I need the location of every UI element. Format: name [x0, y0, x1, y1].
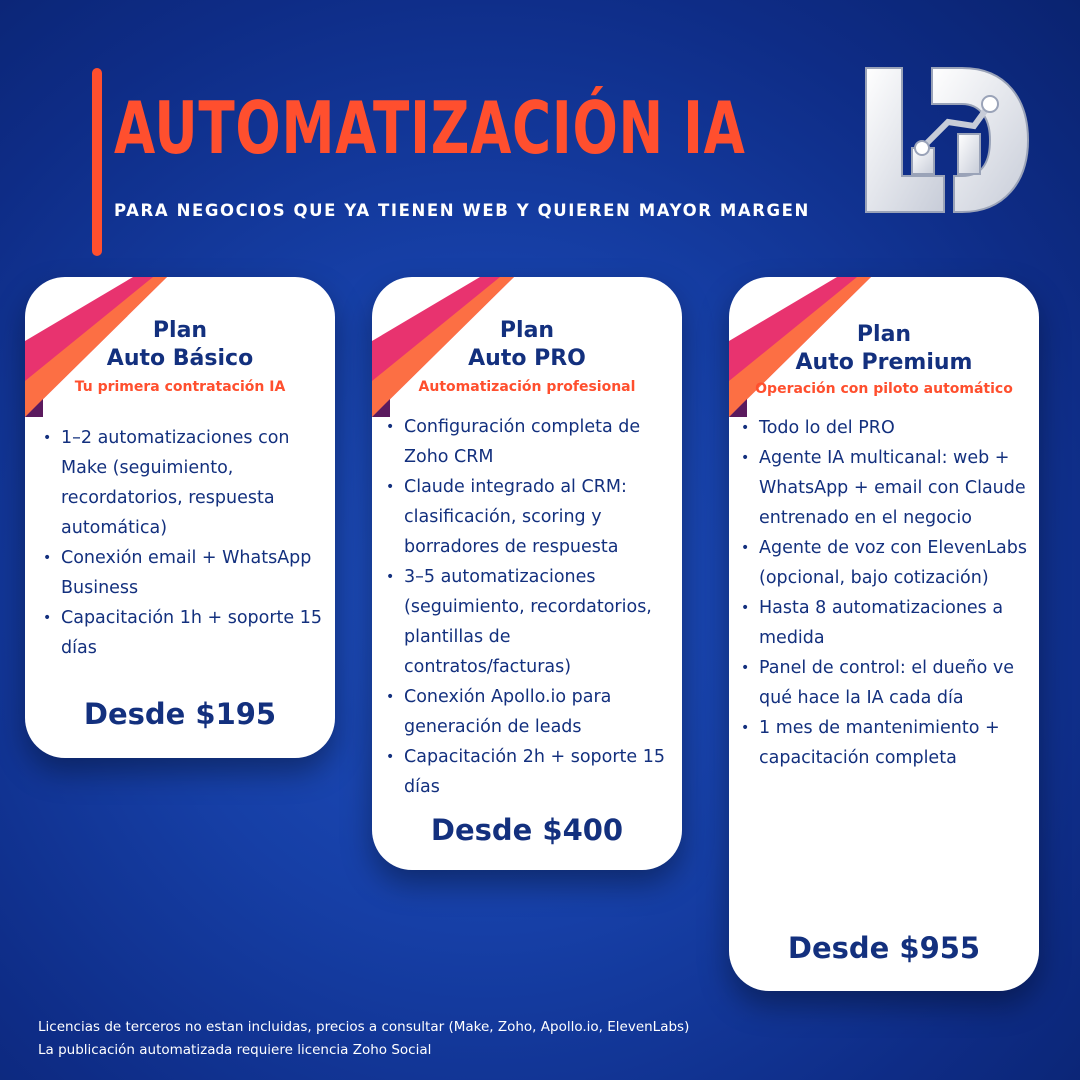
list-item: • Conexión Apollo.io para generación de leads: [384, 682, 678, 742]
list-item: • 1 mes de mantenimiento + capacitación completa: [739, 713, 1035, 773]
list-item: • Panel de control: el dueño ve qué hace la IA cada día: [739, 653, 1035, 713]
list-item: • 3–5 automatizaciones (seguimiento, recordatorios, plantillas de contratos/facturas): [384, 562, 678, 682]
footer-note-licencias: Licencias de terceros no estan incluidas, precios a consultar (Make, Zoho, Apollo.io, ElevenLabs): [38, 1019, 690, 1035]
plan-price: Desde $955: [787, 931, 981, 965]
page-subtitle: PARA NEGOCIOS QUE YA TIENEN WEB Y QUIEREN MAYOR MARGEN: [114, 201, 810, 220]
list-item: • Capacitación 2h + soporte 15 días: [384, 742, 678, 802]
feature-list: [41, 423, 331, 663]
plan-tagline: Automatización profesional: [418, 379, 636, 395]
page-title: AUTOMATIZACIÓN IA: [114, 86, 746, 170]
plan-card-premium: [729, 277, 1039, 991]
plan-card-basico: [25, 277, 335, 758]
plan-price: Desde $400: [430, 813, 624, 847]
feature-list: [739, 413, 1035, 773]
list-item: • 1–2 automatizaciones con Make (seguimiento, recordatorios, respuesta automática): [41, 423, 331, 543]
list-item: • Capacitación 1h + soporte 15 días: [41, 603, 331, 663]
list-item: • Configuración completa de Zoho CRM: [384, 412, 678, 472]
plan-tagline: Operación con piloto automático: [755, 381, 1013, 397]
list-item: • Agente IA multicanal: web + WhatsApp + email con Claude entrenado en el negocio: [739, 443, 1035, 533]
footer-note-zoho-social: La publicación automatizada requiere licencia Zoho Social: [38, 1042, 432, 1058]
plan-price: Desde $195: [83, 697, 277, 731]
list-item: • Todo lo del PRO: [739, 413, 1035, 443]
list-item: • Conexión email + WhatsApp Business: [41, 543, 331, 603]
accent-bar: [92, 68, 102, 256]
plan-tagline: Tu primera contratación IA: [74, 379, 286, 395]
plan-card-pro: [372, 277, 682, 870]
plan-title: Auto Básico: [106, 346, 254, 371]
plan-label: Plan: [152, 318, 208, 343]
plan-label: Plan: [499, 318, 555, 343]
plan-name: [729, 321, 1039, 377]
list-item: • Claude integrado al CRM: clasificación, scoring y borradores de respuesta: [384, 472, 678, 562]
plan-name: [372, 317, 682, 373]
plan-name: [25, 317, 335, 373]
ld-logo: [862, 64, 1032, 216]
plan-title: Auto Premium: [795, 350, 973, 375]
list-item: • Hasta 8 automatizaciones a medida: [739, 593, 1035, 653]
plan-label: Plan: [856, 322, 912, 347]
plan-title: Auto PRO: [468, 346, 586, 371]
feature-list: [384, 412, 678, 802]
list-item: • Agente de voz con ElevenLabs (opcional, bajo cotización): [739, 533, 1035, 593]
